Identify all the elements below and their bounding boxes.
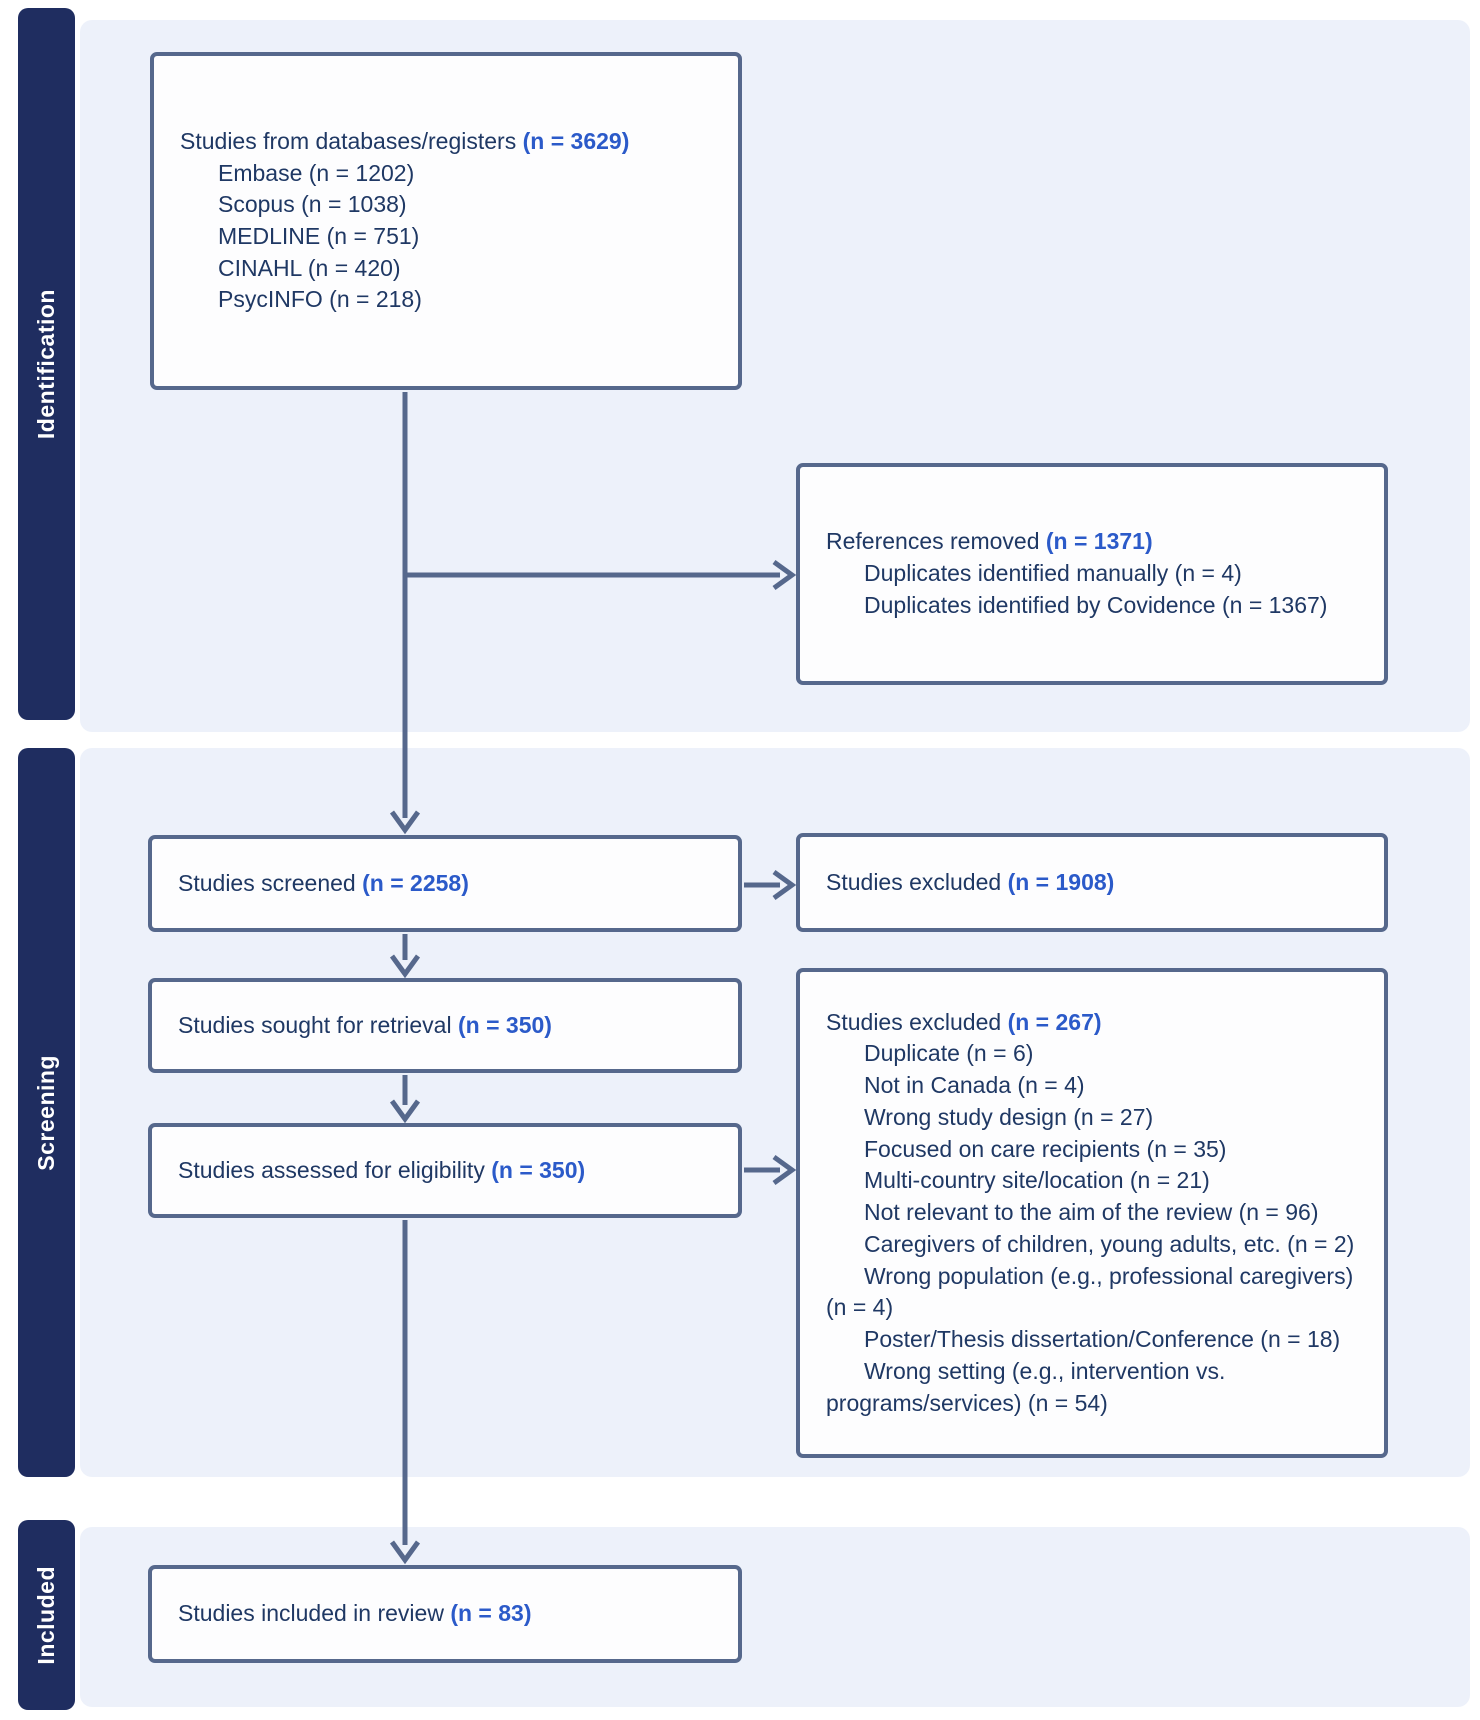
node-title — [178, 1155, 716, 1187]
list-item: Focused on care recipients (n = 35) — [864, 1135, 1227, 1162]
node-title-text: Studies assessed for eligibility — [178, 1156, 485, 1183]
list-item: Wrong population (e.g., professional caregivers) (n = 4) — [826, 1262, 1354, 1321]
list-item: Wrong setting (e.g., intervention vs. programs/services) (n = 54) — [826, 1357, 1226, 1416]
node-references-removed — [796, 463, 1388, 685]
node-count: (n = 3629) — [522, 127, 630, 154]
node-title — [178, 1010, 716, 1042]
node-title — [826, 867, 1362, 899]
list-item: Multi-country site/location (n = 21) — [864, 1167, 1210, 1194]
database-list — [180, 158, 716, 317]
list-item: Duplicate (n = 6) — [864, 1040, 1034, 1067]
list-item: PsycINFO (n = 218) — [218, 286, 422, 313]
list-item: MEDLINE (n = 751) — [218, 223, 420, 249]
stage-label-identification: Identification — [33, 288, 59, 440]
node-studies-excluded-screening — [796, 833, 1388, 932]
node-count: (n = 350) — [457, 1011, 552, 1038]
node-title — [826, 526, 1362, 558]
list-item: Poster/Thesis dissertation/Conference (n = 18) — [864, 1326, 1341, 1353]
node-title — [178, 1598, 716, 1630]
node-studies-screened — [148, 835, 742, 932]
stage-label-screening: Screening — [33, 1054, 59, 1171]
list-item: Not relevant to the aim of the review (n = 96) — [864, 1199, 1319, 1226]
node-studies-included — [148, 1565, 742, 1663]
stage-bar-screening — [18, 748, 75, 1477]
node-studies-sought — [148, 978, 742, 1073]
node-count: (n = 1371) — [1045, 528, 1153, 555]
node-studies-excluded-eligibility — [796, 968, 1388, 1458]
node-title — [180, 126, 716, 158]
list-item: Caregivers of children, young adults, etc. (n = 2) — [864, 1230, 1355, 1257]
node-count: (n = 267) — [1007, 1008, 1102, 1035]
node-title-text: References removed — [826, 528, 1040, 555]
list-item: Wrong study design (n = 27) — [864, 1103, 1154, 1130]
node-count: (n = 2258) — [362, 869, 469, 896]
node-count: (n = 83) — [450, 1600, 532, 1627]
node-title-text: Studies excluded — [826, 868, 1002, 895]
list-item: Scopus (n = 1038) — [218, 191, 407, 218]
node-title-text: Studies screened — [178, 869, 356, 896]
stage-bar-included — [18, 1520, 75, 1710]
node-count: (n = 350) — [491, 1156, 586, 1183]
node-title-text: Studies from databases/registers — [180, 127, 517, 154]
list-item: Duplicates identified by Covidence (n = 1367) — [864, 591, 1328, 618]
node-count: (n = 1908) — [1007, 868, 1115, 895]
list-item: Embase (n = 1202) — [218, 159, 415, 186]
list-item: CINAHL (n = 420) — [218, 254, 401, 281]
node-title-text: Studies excluded — [826, 1008, 1002, 1035]
stage-bar-identification — [18, 8, 75, 720]
node-studies-assessed — [148, 1123, 742, 1218]
node-title-text: Studies included in review — [178, 1600, 444, 1627]
stage-label-included: Included — [33, 1565, 59, 1665]
node-databases — [150, 52, 742, 390]
node-title-text: Studies sought for retrieval — [178, 1011, 452, 1038]
list-item: Not in Canada (n = 4) — [864, 1072, 1085, 1099]
exclusion-reason-list — [826, 1038, 1362, 1419]
node-title — [826, 1007, 1362, 1039]
list-item: Duplicates identified manually (n = 4) — [864, 560, 1242, 587]
node-title — [178, 868, 716, 900]
removed-list — [826, 558, 1362, 621]
